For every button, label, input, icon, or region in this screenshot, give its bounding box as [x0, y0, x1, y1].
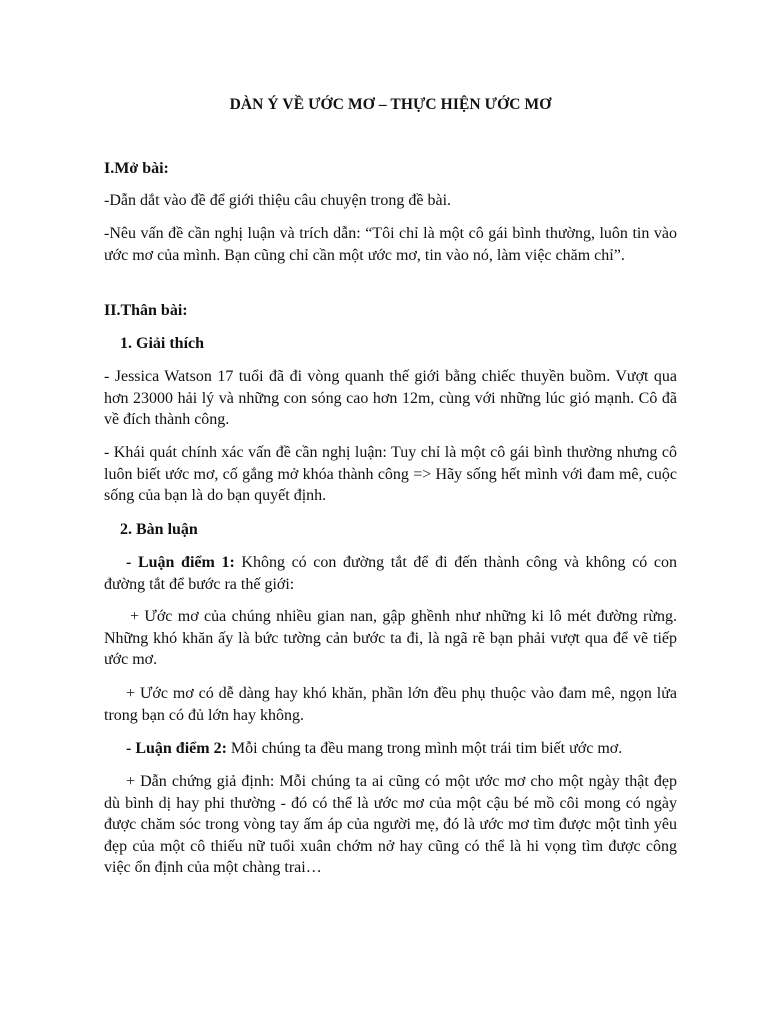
argument-2-point-a: + Dẫn chứng giả định: Mỗi chúng ta ai cũng có một ước mơ cho một ngày thật đẹp dù bình dị hay phi thường - đó có thể là ước mơ của một cậu bé mồ côi mong có ngày được chăm sóc trong vòng tay ấm áp của người mẹ, đó là ước mơ tìm được một tình yêu đẹp của một cô thiếu nữ tuổi xuân chớm nở hay cũng có thể là hi vọng tìm được công việc ổn định của một chàng trai… [104, 773, 677, 876]
explain-paragraph-1: - Jessica Watson 17 tuổi đã đi vòng quanh thế giới bằng chiếc thuyền buồm. Vượt qua hơn 23000 hải lý và những con sóng cao hơn 12m, cùng với những lúc gió mạnh. Cô đã về đích thành công. [104, 368, 677, 428]
argument-1-paragraph [104, 552, 677, 595]
section-heading-intro: I.Mở bài: [104, 160, 169, 177]
argument-1-point-a: + Ước mơ của chúng nhiều gian nan, gập ghềnh như những ki lô mét đường rừng. Những khó khăn ấy là bức tường cản bước ta đi, là ngã rẽ bạn phải vượt qua để vẽ tiếp ước mơ. [104, 608, 677, 668]
argument-2-label: - Luận điểm 2: [126, 740, 227, 757]
argument-2-text: Mỗi chúng ta đều mang trong mình một trái tim biết ước mơ. [226, 740, 623, 757]
intro-paragraph-2: -Nêu vấn đề cần nghị luận và trích dẫn: “Tôi chỉ là một cô gái bình thường, luôn tin vào ước mơ của mình. Bạn cũng chỉ cần một ước mơ, tin vào nó, làm việc chăm chỉ”. [104, 225, 677, 264]
subsection-heading-discuss: 2. Bàn luận [120, 521, 198, 538]
argument-1-point-b: + Ước mơ có dễ dàng hay khó khăn, phần lớn đều phụ thuộc vào đam mê, ngọn lửa trong bạn có đủ lớn hay không. [104, 685, 677, 724]
subsection-heading-explain: 1. Giải thích [120, 335, 205, 352]
intro-paragraph-1: -Dẫn dắt vào đề để giới thiệu câu chuyện trong đề bài. [104, 192, 452, 209]
section-heading-body: II.Thân bài: [104, 302, 188, 319]
explain-paragraph-2: - Khái quát chính xác vấn đề cần nghị luận: Tuy chỉ là một cô gái bình thường nhưng cô luôn biết ước mơ, cố gắng mở khóa thành công => Hãy sống hết mình với đam mê, cuộc sống của bạn là do bạn quyết định. [104, 444, 677, 504]
argument-2-paragraph [104, 738, 677, 760]
document-title: DÀN Ý VỀ ƯỚC MƠ – THỰC HIỆN ƯỚC MƠ [229, 96, 552, 113]
argument-1-label: - Luận điểm 1: [126, 554, 235, 571]
argument-1-text: Không có con đường tắt để đi đến thành công và không có con đường tắt để bước ra thế giới: [104, 554, 678, 593]
